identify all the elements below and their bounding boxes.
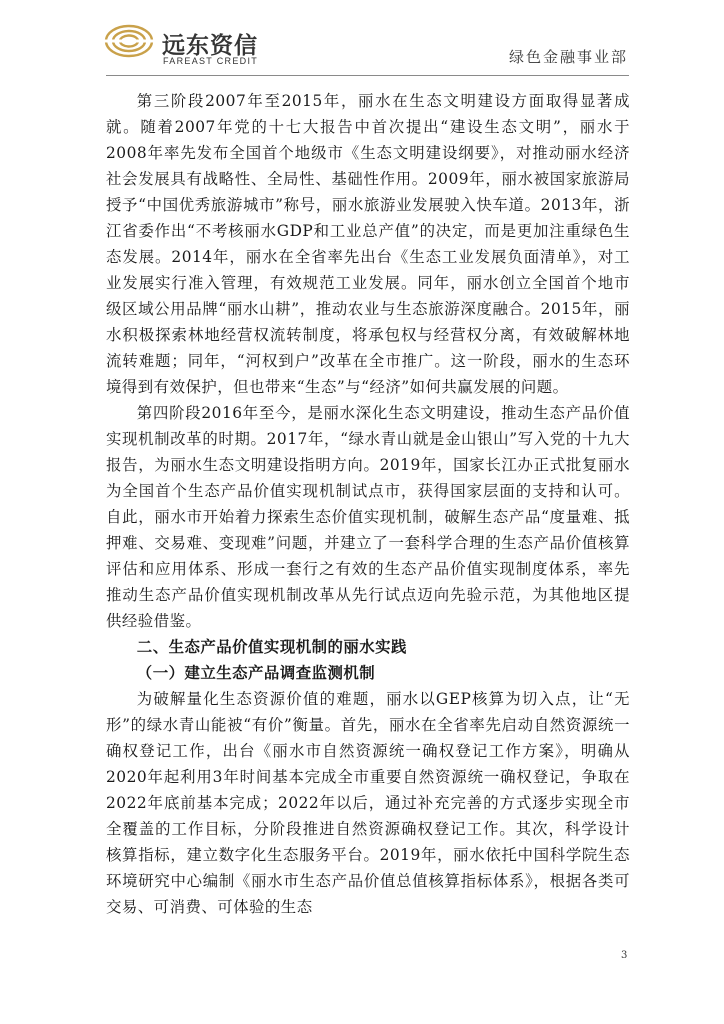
brand-name-english: FAREAST CREDIT bbox=[163, 56, 259, 66]
page-header bbox=[0, 0, 724, 80]
subsection-heading: （一）建立生态产品调查监测机制 bbox=[136, 664, 376, 682]
brand-name-chinese: 远东资信 bbox=[162, 33, 258, 59]
header-divider bbox=[106, 75, 629, 76]
paragraph-monitoring-mechanism: 为破解量化生态资源价值的难题，丽水以GEP核算为切入点，让“无形”的绿水青山能被“有价”衡量。首先，丽水在全省率先启动自然资源统一确权登记工作，出台《丽水市自然资源统一确权登记工作方案》，明确从2020年起利用3年时间基本完成全市重要自然资源统一确权登记，争取在2022年底前基本完成；2022年以后，通过补充完善的方式逐步实现全市全覆盖的工作目标，分阶段推进自然资源确权登记工作。其次，科学设计核算指标，建立数字化生态服务平台。2019年，丽水依托中国科学院生态环境研究中心编制《丽水市生态产品价值总值核算指标体系》，根据各类可交易、可消费、可体验的生态 bbox=[106, 690, 630, 916]
page-content bbox=[106, 88, 630, 920]
page-number: 3 bbox=[621, 950, 628, 961]
section-heading: 二、生态产品价值实现机制的丽水实践 bbox=[136, 638, 407, 656]
paragraph-stage-three: 第三阶段2007年至2015年，丽水在生态文明建设方面取得显著成就。随着2007年党的十七大报告中首次提出“建设生态文明”，丽水于2008年率先发布全国首个地级市《生态文明建设纲要》，对推动丽水经济社会发展具有战略性、全局性、基础性作用。2009年，丽水被国家旅游局授予“中国优秀旅游城市”称号，丽水旅游业发展驶入快车道。2013年，浙江省委作出“不考核丽水GDP和工业总产值”的决定，而是更加注重绿色生态发展。2014年，丽水在全省率先出台《生态工业发展负面清单》，对工业发展实行准入管理，有效规范工业发展。同年，丽水创立全国首个地市级区域公用品牌“丽水山耕”，推动农业与生态旅游深度融合。2015年，丽水积极探索林地经营权流转制度，将承包权与经营权分离，有效破解林地流转难题；同年，“河权到户”改革在全市推广。这一阶段，丽水的生态环境得到有效保护，但也带来“生态”与“经济”如何共赢发展的问题。 bbox=[106, 92, 630, 396]
department-name: 绿色金融事业部 bbox=[508, 48, 628, 66]
fareast-credit-logo-icon bbox=[104, 24, 154, 58]
paragraph-stage-four: 第四阶段2016年至今，是丽水深化生态文明建设，推动生态产品价值实现机制改革的时期。2017年，“绿水青山就是金山银山”写入党的十九大报告，为丽水生态文明建设指明方向。2019年，国家长江办正式批复丽水为全国首个生态产品价值实现机制试点市，获得国家层面的支持和认可。自此，丽水市开始着力探索生态价值实现机制，破解生态产品“度量难、抵押难、交易难、变现难”问题，并建立了一套科学合理的生态产品价值核算评估和应用体系、形成一套行之有效的生态产品价值实现制度体系，率先推动生态产品价值实现机制改革从先行试点迈向先验示范，为其他地区提供经验借鉴。 bbox=[106, 404, 630, 630]
